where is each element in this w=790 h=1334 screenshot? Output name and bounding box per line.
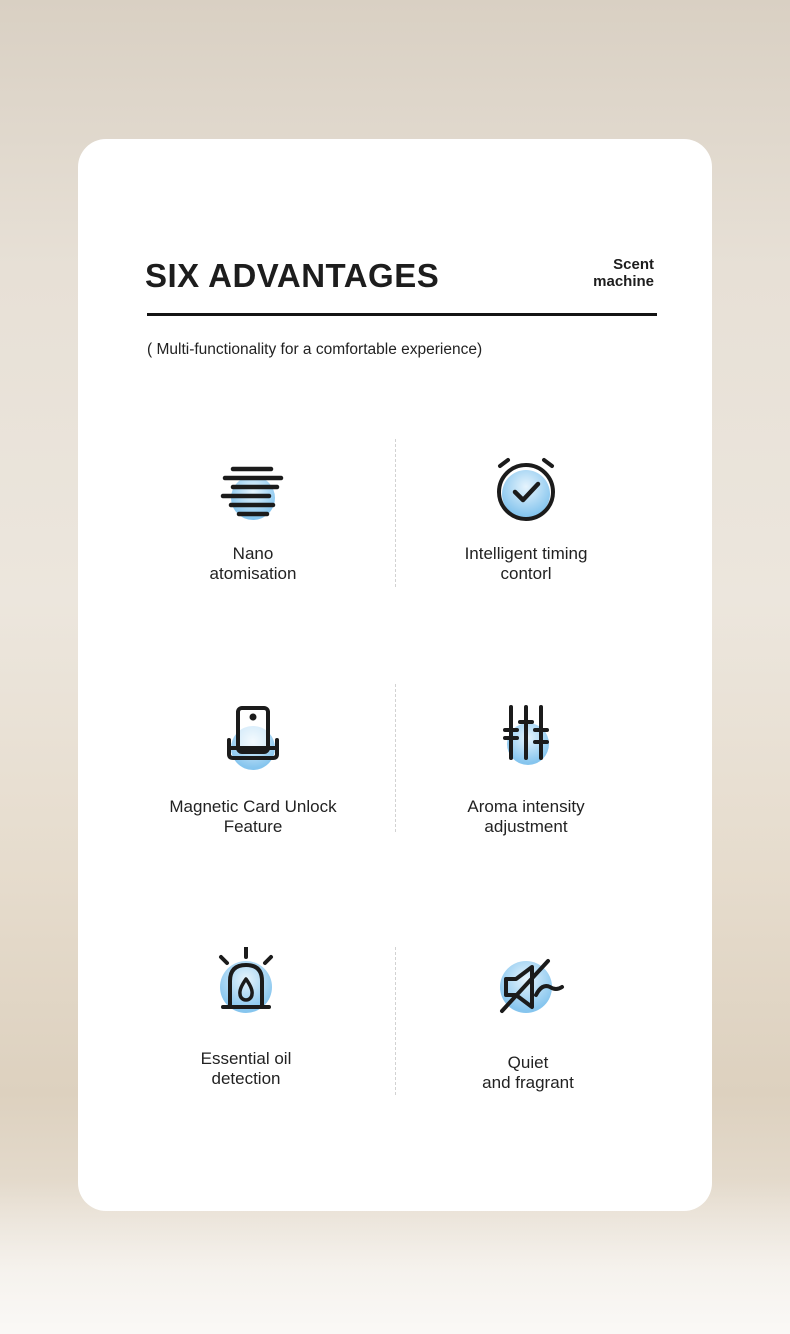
feature-label-line-2: atomisation [209, 564, 297, 583]
feature-quiet-and-fragrant [408, 953, 648, 1093]
brand-label [593, 256, 654, 290]
feature-essential-oil-detection [126, 947, 366, 1089]
column-divider [395, 684, 396, 832]
feature-label-line-1: Essential oil [200, 1049, 292, 1068]
column-divider [395, 439, 396, 587]
feature-label-line-1: Magnetic Card Unlock [169, 797, 337, 816]
brand-line-1: Scent [613, 256, 654, 273]
brand-line-2: machine [593, 273, 654, 290]
feature-aroma-intensity [406, 702, 646, 837]
title-rule [147, 313, 657, 316]
feature-label-line-1: Nano [232, 544, 274, 563]
card-reader-icon [213, 702, 293, 772]
alarm-clock-icon [486, 456, 566, 526]
feature-label-line-1: Intelligent timing [464, 544, 588, 563]
feature-label-line-2: contorl [500, 564, 552, 583]
feature-label-line-2: adjustment [484, 817, 568, 836]
feature-label-line-2: Feature [223, 817, 283, 836]
feature-label-line-2: and fragrant [482, 1073, 574, 1092]
feature-intelligent-timing [406, 456, 646, 584]
feature-label-line-1: Aroma intensity [467, 797, 585, 816]
feature-magnetic-card-unlock [133, 702, 373, 837]
feature-label-line-1: Quiet [507, 1053, 549, 1072]
subtitle: ( Multi-functionality for a comfortable experience) [147, 341, 483, 358]
alarm-light-icon [206, 947, 286, 1017]
page-title: SIX ADVANTAGES [145, 257, 440, 294]
sliders-icon [486, 702, 566, 772]
feature-label-line-2: detection [211, 1069, 281, 1088]
advantages-card [78, 139, 712, 1211]
mute-speaker-icon [488, 953, 568, 1023]
feature-nano-atomisation [133, 456, 373, 584]
column-divider [395, 947, 396, 1095]
mist-lines-icon [213, 456, 293, 526]
